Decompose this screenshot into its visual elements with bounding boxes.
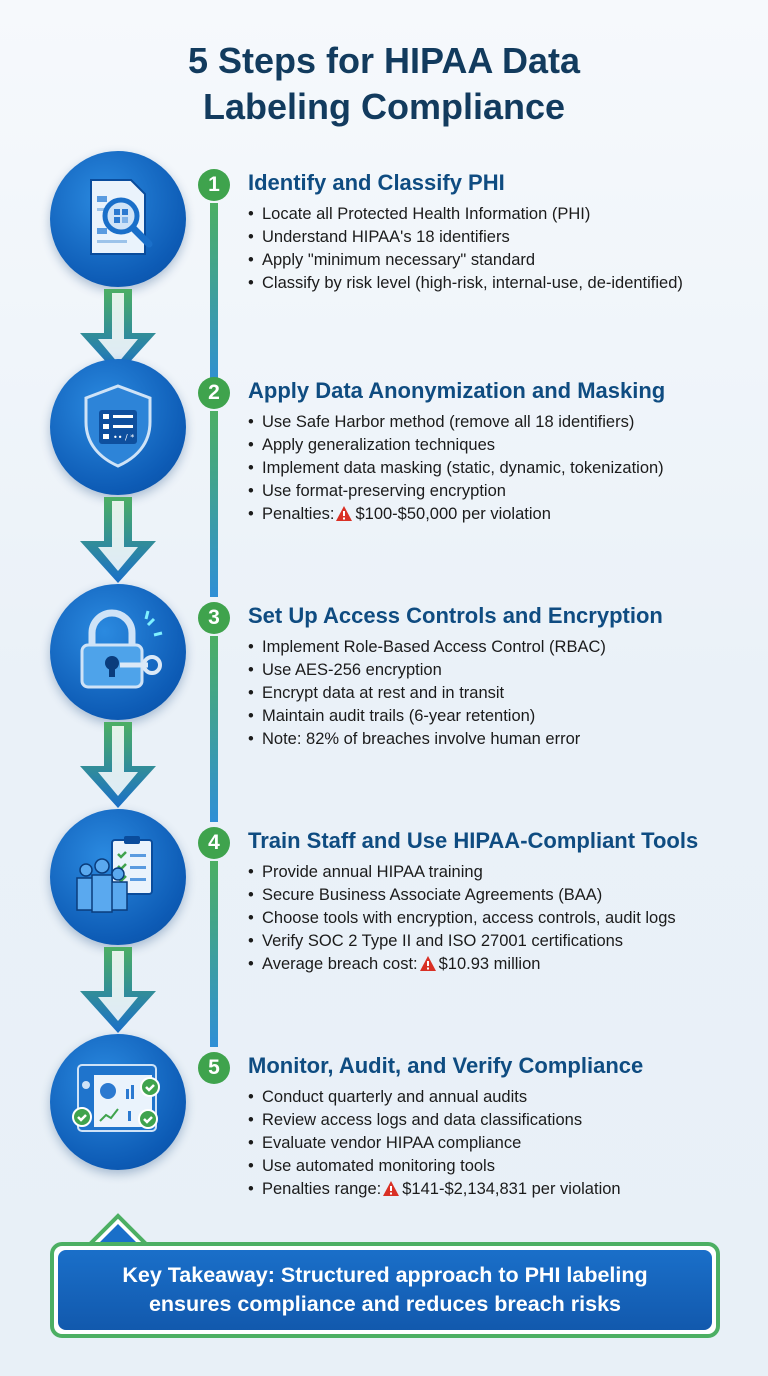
step-bullet-list <box>248 636 606 751</box>
page-title <box>0 38 768 130</box>
bullet-item: • Encrypt data at rest and in transit <box>248 684 505 702</box>
padlock-key-icon <box>68 605 168 700</box>
step-title: Train Staff and Use HIPAA-Compliant Tools <box>248 828 699 853</box>
bullet-text: Apply "minimum necessary" standard <box>262 251 536 269</box>
step-3 <box>0 603 768 841</box>
bullet-item: • Implement Role-Based Access Control (RBAC) <box>248 638 606 656</box>
timeline-connector <box>210 861 218 1047</box>
timeline-connector <box>210 636 218 822</box>
title-line-2: Labeling Compliance <box>202 86 566 127</box>
step-bullet-list <box>248 1086 621 1203</box>
shield-form-icon <box>73 380 163 475</box>
bullet-text: Choose tools with encryption, access controls, audit logs <box>262 909 676 927</box>
step-bullet-list <box>248 861 676 978</box>
bullet-text: Encrypt data at rest and in transit <box>262 684 505 702</box>
bullet-text: Use Safe Harbor method (remove all 18 identifiers) <box>262 413 635 431</box>
step-title: Monitor, Audit, and Verify Compliance <box>248 1053 644 1078</box>
timeline-connector <box>210 203 218 389</box>
bullet-text: Review access logs and data classifications <box>262 1111 583 1129</box>
bullet-text: Use automated monitoring tools <box>262 1157 495 1175</box>
bullet-text: Locate all Protected Health Information (PHI) <box>262 205 591 223</box>
bullet-item: • Review access logs and data classifications <box>248 1111 583 1129</box>
warning-icon <box>420 955 436 978</box>
step-icon-circle <box>50 809 186 945</box>
bullet-item: • Verify SOC 2 Type II and ISO 27001 certifications <box>248 932 624 950</box>
bullet-item: • Penalties: $100-$50,000 per violation <box>248 503 664 528</box>
takeaway-line-1: Key Takeaway: Structured approach to PHI labeling <box>122 1263 648 1287</box>
bullet-text: Implement Role-Based Access Control (RBAC) <box>262 638 606 656</box>
warning-icon <box>383 1180 399 1203</box>
bullet-text: Note: 82% of breaches involve human error <box>262 730 581 748</box>
document-magnifier-icon <box>73 172 163 267</box>
bullet-item: • Use AES-256 encryption <box>248 661 442 679</box>
down-arrow-icon <box>78 722 158 810</box>
step-title: Identify and Classify PHI <box>248 170 505 195</box>
bullet-item: • Penalties range: $141-$2,134,831 per violation <box>248 1178 621 1203</box>
down-arrow-icon <box>78 947 158 1035</box>
bullet-item: • Apply generalization techniques <box>248 436 495 454</box>
step-number-badge: 2 <box>198 377 230 409</box>
bullet-text: Verify SOC 2 Type II and ISO 27001 certifications <box>262 932 624 950</box>
bullet-text: Apply generalization techniques <box>262 436 495 454</box>
step-icon-circle <box>50 584 186 720</box>
bullet-text: Implement data masking (static, dynamic, tokenization) <box>262 459 664 477</box>
bullet-text: Conduct quarterly and annual audits <box>262 1088 528 1106</box>
step-2 <box>0 378 768 616</box>
step-icon-circle <box>50 1034 186 1170</box>
takeaway-line-2: ensures compliance and reduces breach risks <box>148 1292 621 1316</box>
step-icon-circle <box>50 359 186 495</box>
step-title: Apply Data Anonymization and Masking <box>248 378 666 403</box>
bullet-item: • Understand HIPAA's 18 identifiers <box>248 228 510 246</box>
bullet-text: Penalties: <box>262 505 335 523</box>
bullet-text: Understand HIPAA's 18 identifiers <box>262 228 510 246</box>
bullet-item: • Implement data masking (static, dynamic, tokenization) <box>248 459 664 477</box>
step-4 <box>0 828 768 1066</box>
step-number-badge: 3 <box>198 602 230 634</box>
bullet-item: • Maintain audit trails (6-year retention) <box>248 707 536 725</box>
bullet-text: Maintain audit trails (6-year retention) <box>262 707 536 725</box>
bullet-value: $10.93 million <box>438 955 541 973</box>
key-takeaway-box <box>50 1242 720 1338</box>
timeline-connector <box>210 411 218 597</box>
warning-icon <box>336 505 352 528</box>
step-number-badge: 1 <box>198 169 230 201</box>
step-bullet-list <box>248 411 664 528</box>
step-number-badge: 5 <box>198 1052 230 1084</box>
step-title: Set Up Access Controls and Encryption <box>248 603 663 628</box>
bullet-item: • Evaluate vendor HIPAA compliance <box>248 1134 522 1152</box>
bullet-item: • Use automated monitoring tools <box>248 1157 495 1175</box>
bullet-item: • Locate all Protected Health Information (PHI) <box>248 205 591 223</box>
bullet-text: Penalties range: <box>262 1180 382 1198</box>
bullet-item: • Conduct quarterly and annual audits <box>248 1088 528 1106</box>
dashboard-check-icon <box>68 1055 168 1150</box>
bullet-text: Use format-preserving encryption <box>262 482 506 500</box>
title-line-1: 5 Steps for HIPAA Data <box>187 40 581 81</box>
bullet-text: Average breach cost: <box>262 955 418 973</box>
bullet-item: • Choose tools with encryption, access controls, audit logs <box>248 909 676 927</box>
bullet-item: • Provide annual HIPAA training <box>248 863 483 881</box>
team-checklist-icon <box>68 830 168 925</box>
bullet-text: Evaluate vendor HIPAA compliance <box>262 1134 522 1152</box>
bullet-item: • Classify by risk level (high-risk, internal-use, de-identified) <box>248 274 683 292</box>
svg-text:•• / *: •• / * <box>113 432 135 442</box>
step-icon-circle <box>50 151 186 287</box>
bullet-text: Secure Business Associate Agreements (BAA) <box>262 886 603 904</box>
bullet-item: • Secure Business Associate Agreements (BAA) <box>248 886 603 904</box>
bullet-text: Use AES-256 encryption <box>262 661 442 679</box>
step-number-badge: 4 <box>198 827 230 859</box>
bullet-item: • Apply "minimum necessary" standard <box>248 251 536 269</box>
bullet-item: • Note: 82% of breaches involve human error <box>248 730 581 748</box>
bullet-value: $141-$2,134,831 per violation <box>402 1180 621 1198</box>
bullet-text: Classify by risk level (high-risk, internal-use, de-identified) <box>262 274 683 292</box>
bullet-item: • Average breach cost: $10.93 million <box>248 953 676 978</box>
down-arrow-icon <box>78 497 158 585</box>
bullet-item: • Use Safe Harbor method (remove all 18 identifiers) <box>248 413 635 431</box>
bullet-value: $100-$50,000 per violation <box>355 505 551 523</box>
bullet-item: • Use format-preserving encryption <box>248 482 506 500</box>
bullet-text: Provide annual HIPAA training <box>262 863 483 881</box>
step-bullet-list <box>248 203 683 295</box>
